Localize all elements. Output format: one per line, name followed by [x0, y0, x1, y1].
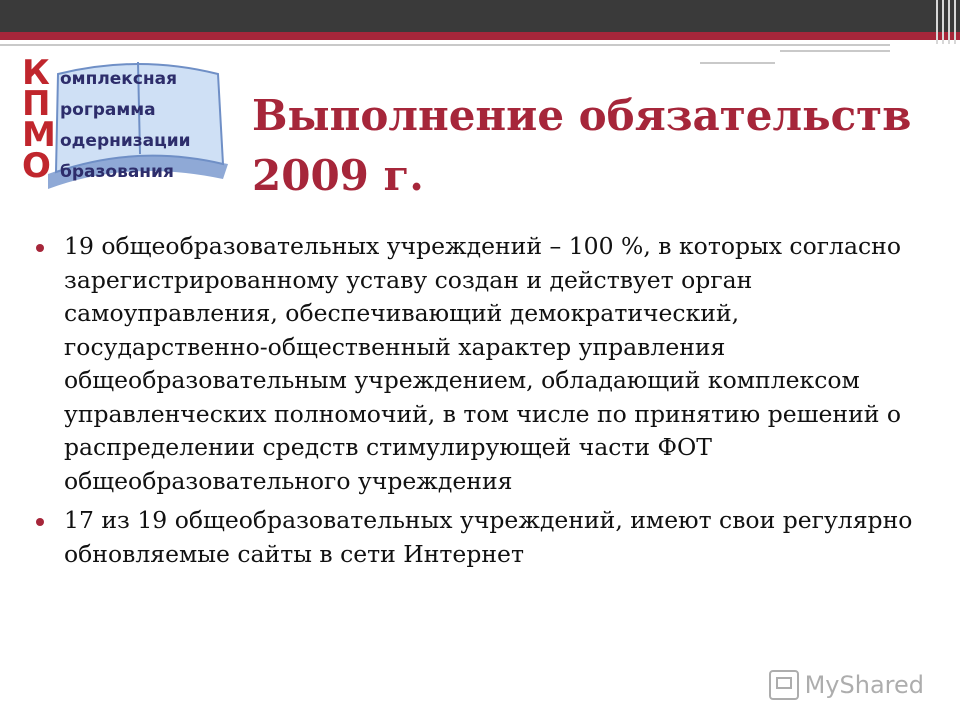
decor-line: [780, 50, 890, 52]
logo-word: рограмма: [60, 100, 156, 120]
list-item: [36, 504, 926, 571]
bullet-text: 17 из 19 общеобразовательных учреждений, имеют свои регулярно обновляемые сайты в сети Интернет: [64, 506, 913, 568]
decor-line: [700, 62, 775, 64]
logo-word: одернизации: [60, 131, 191, 151]
logo-letter: М: [22, 115, 56, 155]
logo-letter: О: [22, 146, 51, 186]
decor-line: [0, 44, 890, 46]
list-item: [36, 230, 926, 498]
logo-letter: П: [22, 84, 51, 124]
presentation-icon: [769, 670, 799, 700]
logo-word: бразования: [60, 162, 174, 182]
slide-title: Выполнение обязательств 2009 г.: [252, 91, 912, 200]
watermark-text: MyShared: [804, 671, 924, 699]
bullet-list: [36, 230, 926, 577]
logo-word: омплексная: [60, 69, 178, 89]
decor-stripes: [932, 0, 960, 44]
watermark: [769, 670, 924, 700]
bullet-text: 19 общеобразовательных учреждений – 100 %, в которых согласно зарегистрированному уставу создан и действует орган самоуправления, обеспечивающий демократический, государственно-общественный характер управления общеобразовательным учреждением, обладающий комплексом управленческих полномочий, в том числе по принятию решений о распределении средств стимулирующей части ФОТ общеобразовательного учреждения: [64, 232, 902, 495]
kpmo-logo: [18, 54, 238, 194]
logo-letter: К: [22, 53, 50, 93]
bullet-icon: [36, 244, 44, 252]
top-dark-bar: [0, 0, 960, 32]
bullet-icon: [36, 518, 44, 526]
top-accent-bar: [0, 32, 960, 40]
